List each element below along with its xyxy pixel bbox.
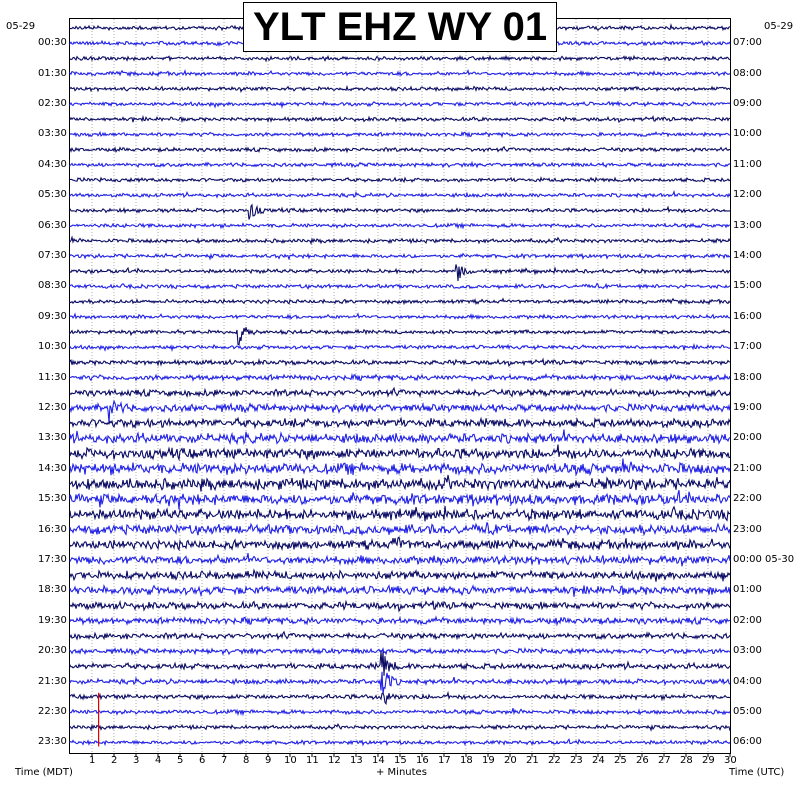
x-tick-label: 11 <box>306 755 319 766</box>
x-tick-label: 12 <box>328 755 341 766</box>
left-time-label: 15:30 <box>38 493 67 505</box>
x-label-left: Time (MDT) <box>15 767 73 778</box>
x-tick-label: 8 <box>243 755 250 766</box>
right-time-label: 17:00 <box>733 341 762 353</box>
right-time-label: 12:00 <box>733 189 762 201</box>
x-tick-label: 10 <box>284 755 297 766</box>
x-tick-label: 27 <box>658 755 671 766</box>
chart-title: YLT EHZ WY 01 <box>252 4 548 49</box>
left-time-label: 21:30 <box>38 675 67 687</box>
right-time-label: 22:00 <box>733 493 762 505</box>
left-time-label: 13:30 <box>38 432 67 444</box>
right-time-label: 06:00 <box>733 736 762 748</box>
right-time-label: 19:00 <box>733 402 762 413</box>
station-title-box <box>243 2 557 52</box>
left-time-label: 22:30 <box>38 706 67 717</box>
x-tick-label: 20 <box>504 755 517 766</box>
left-time-label: 03:30 <box>38 128 67 140</box>
left-time-label: 20:30 <box>38 645 67 657</box>
x-tick-label: 5 <box>177 755 184 766</box>
right-time-label: 18:00 <box>733 371 762 383</box>
x-tick-label: 13 <box>350 755 363 766</box>
left-time-label: 00:30 <box>38 37 67 49</box>
x-tick-label: 2 <box>111 755 118 766</box>
left-time-label: 11:30 <box>38 371 67 383</box>
x-label-right: Time (UTC) <box>729 767 785 778</box>
x-tick-label: 25 <box>614 755 627 766</box>
x-tick-label: 17 <box>438 755 451 766</box>
right-time-label: 10:00 <box>733 128 762 140</box>
left-time-label: 05:30 <box>38 189 67 201</box>
left-time-label: 10:30 <box>38 341 67 353</box>
x-tick-label: 24 <box>592 755 605 766</box>
x-tick-label: 28 <box>680 755 693 766</box>
right-time-label: 01:00 <box>733 584 762 596</box>
left-time-label: 07:30 <box>38 250 67 261</box>
right-date-label: 05-29 <box>764 21 794 32</box>
right-time-label: 13:00 <box>733 219 762 231</box>
right-time-label: 11:00 <box>733 158 762 170</box>
right-time-label: 14:00 <box>733 250 762 261</box>
right-time-label: 04:00 <box>733 675 762 687</box>
left-time-label: 06:30 <box>38 219 67 231</box>
left-time-label: 01:30 <box>38 67 67 79</box>
left-time-label: 19:30 <box>38 614 67 626</box>
x-tick-label: 21 <box>526 755 539 766</box>
x-tick-label: 7 <box>221 755 228 766</box>
left-time-label: 18:30 <box>38 584 67 596</box>
left-time-label: 14:30 <box>38 462 67 474</box>
right-time-label: 15:00 <box>733 280 762 292</box>
x-tick-label: 1 <box>89 755 96 766</box>
left-time-label: 04:30 <box>38 158 67 170</box>
left-time-label: 08:30 <box>38 280 67 292</box>
right-time-label: 16:00 <box>733 310 762 322</box>
x-tick-label: 30 <box>724 755 737 766</box>
right-time-label: 02:00 <box>733 614 762 626</box>
x-tick-label: 26 <box>636 755 649 766</box>
x-tick-label: 18 <box>460 755 473 766</box>
right-time-label: 23:00 <box>733 523 762 535</box>
x-tick-label: 29 <box>702 755 715 766</box>
x-label-center: + Minutes <box>376 767 427 778</box>
left-time-label: 17:30 <box>38 554 67 565</box>
x-tick-label: 23 <box>570 755 583 766</box>
left-time-label: 02:30 <box>38 98 67 109</box>
x-tick-label: 15 <box>394 755 407 766</box>
right-time-label: 03:00 <box>733 645 762 657</box>
x-tick-label: 4 <box>155 755 162 766</box>
left-time-label: 16:30 <box>38 523 67 535</box>
right-time-label: 08:00 <box>733 67 762 79</box>
x-tick-label: 19 <box>482 755 495 766</box>
right-time-label: 00:00 05-30 <box>733 554 795 565</box>
left-time-label: 23:30 <box>38 736 67 748</box>
right-time-label: 09:00 <box>733 98 762 109</box>
x-tick-label: 14 <box>372 755 385 766</box>
left-time-label: 09:30 <box>38 310 67 322</box>
x-tick-label: 6 <box>199 755 206 766</box>
right-time-label: 05:00 <box>733 706 762 717</box>
x-tick-label: 22 <box>548 755 561 766</box>
x-tick-label: 16 <box>416 755 429 766</box>
right-time-label: 07:00 <box>733 37 762 49</box>
right-time-label: 21:00 <box>733 462 762 474</box>
left-date-label: 05-29 <box>6 21 36 32</box>
x-tick-label: 3 <box>133 755 140 766</box>
left-time-label: 12:30 <box>38 402 67 413</box>
x-tick-label: 9 <box>265 755 272 766</box>
right-time-label: 20:00 <box>733 432 762 444</box>
